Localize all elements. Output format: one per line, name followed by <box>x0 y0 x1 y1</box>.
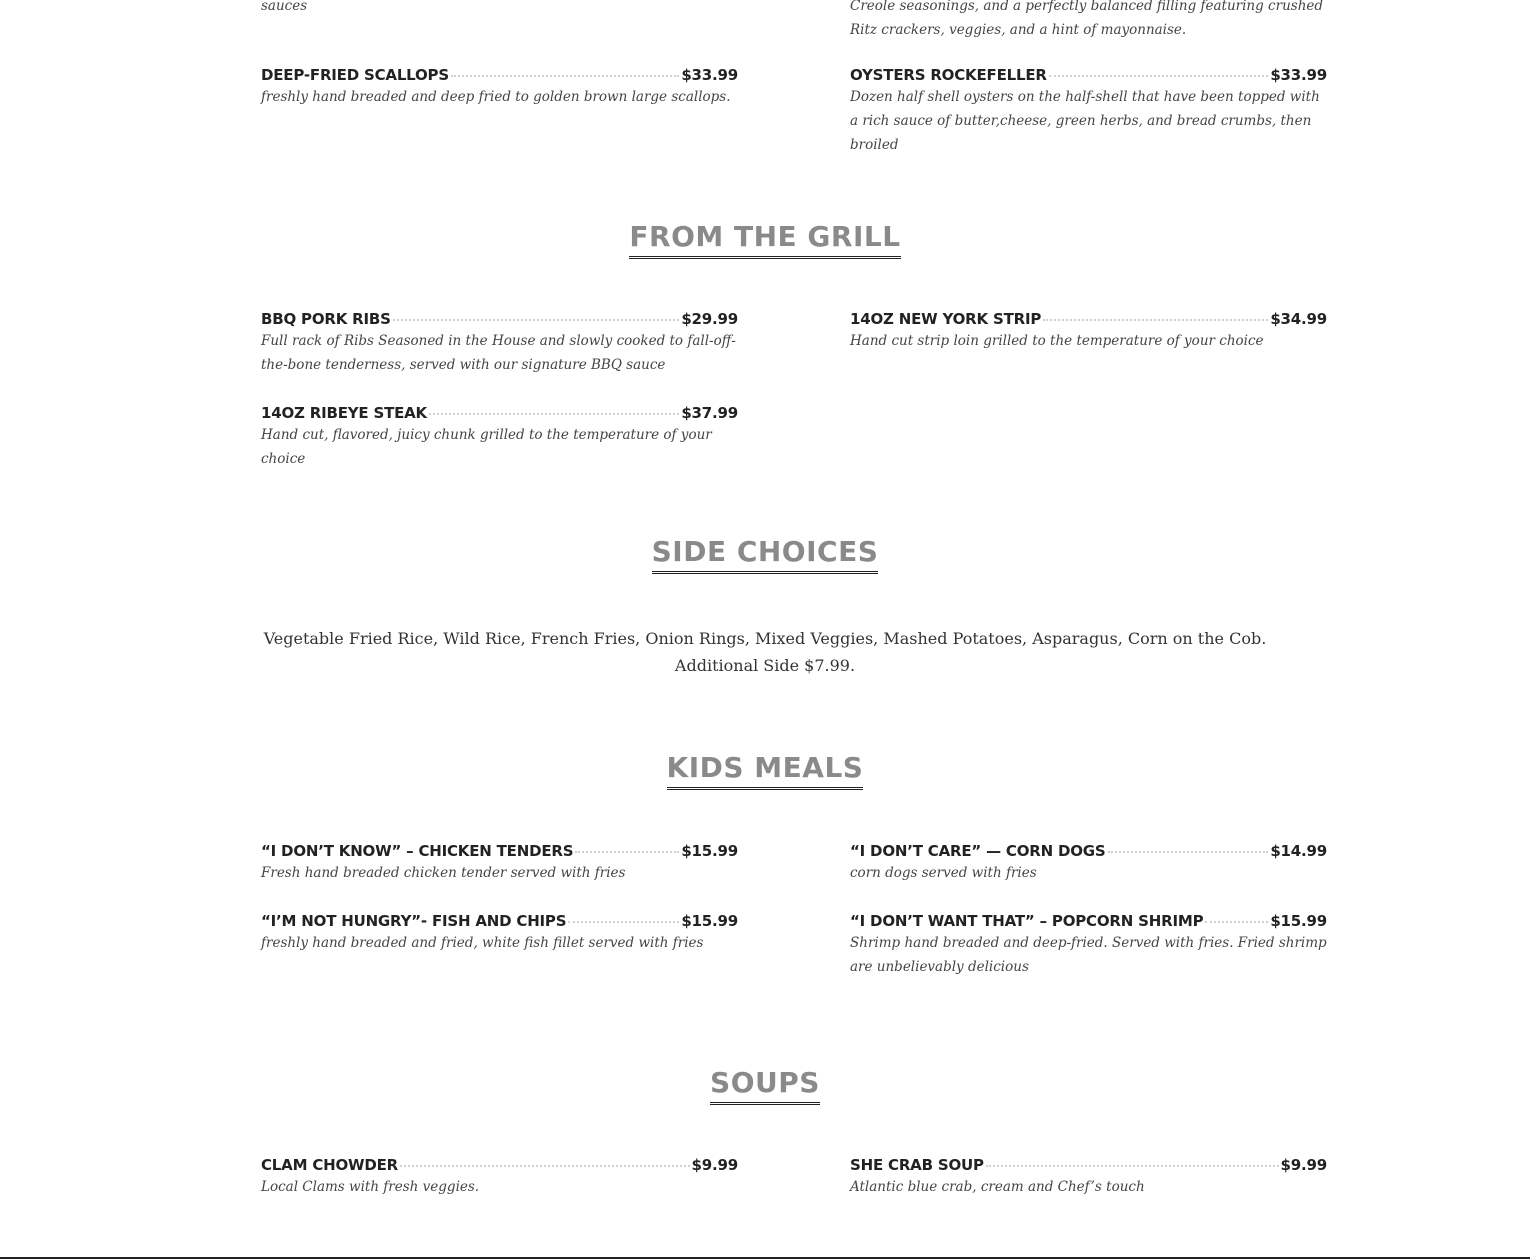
menu-item-name: BBQ PORK RIBS <box>261 310 391 328</box>
dot-leader <box>1108 851 1269 853</box>
menu-item-price: $33.99 <box>1270 66 1327 84</box>
menu-item <box>850 310 1327 353</box>
menu-item <box>850 842 1327 885</box>
dot-leader <box>451 75 679 77</box>
section-title: SOUPS <box>710 1066 820 1105</box>
menu-item-price: $29.99 <box>681 310 738 328</box>
menu-item-description: freshly hand breaded and fried, white fish fillet served with fries <box>261 935 704 951</box>
menu-item-description-fragment: sauces <box>261 0 308 14</box>
menu-item-name: “I DON’T WANT THAT” – POPCORN SHRIMP <box>850 912 1204 930</box>
section-title: FROM THE GRILL <box>629 220 900 259</box>
dot-leader <box>393 319 680 321</box>
menu-item-description: Atlantic blue crab, cream and Chef’s touch <box>850 1179 1145 1195</box>
menu-item-description: Full rack of Ribs Seasoned in the House and slowly cooked to fall-off-the-bone tenderness, served with our signature BBQ sauce <box>261 333 736 373</box>
menu-item-name: CLAM CHOWDER <box>261 1156 399 1174</box>
dot-leader <box>568 921 679 923</box>
section-heading-kids <box>0 751 1530 790</box>
side-choices-text <box>0 625 1530 679</box>
menu-item <box>850 912 1327 979</box>
menu-item-price: $9.99 <box>1280 1156 1327 1174</box>
menu-item-name: OYSTERS ROCKEFELLER <box>850 66 1047 84</box>
menu-item-name: SHE CRAB SOUP <box>850 1156 984 1174</box>
dot-leader <box>1205 921 1268 923</box>
menu-item-description: freshly hand breaded and deep fried to golden brown large scallops. <box>261 89 731 105</box>
dot-leader <box>429 413 679 415</box>
menu-item-name: “I’M NOT HUNGRY”- FISH AND CHIPS <box>261 912 567 930</box>
menu-item <box>261 912 738 955</box>
menu-item-name: 14OZ RIBEYE STEAK <box>261 404 427 422</box>
menu-item-description: Shrimp hand breaded and deep-fried. Served with fries. Fried shrimp are unbelievably delicious <box>850 935 1327 975</box>
menu-item <box>261 842 738 885</box>
side-choices-list: Vegetable Fried Rice, Wild Rice, French Fries, Onion Rings, Mixed Veggies, Mashed Potatoes, Asparagus, Corn on the Cob. <box>263 629 1267 648</box>
menu-item-description-fragment: Creole seasonings, and a perfectly balanced filling featuring crushed Ritz crackers, veggies, and a hint of mayonnaise. <box>850 0 1324 38</box>
menu-item <box>261 310 738 377</box>
menu-item <box>261 404 738 471</box>
menu-item-price: $14.99 <box>1270 842 1327 860</box>
menu-item <box>850 66 1327 157</box>
section-heading-soups <box>0 1066 1530 1105</box>
menu-item-description: corn dogs served with fries <box>850 865 1037 881</box>
dot-leader <box>986 1165 1279 1167</box>
menu-item <box>850 1156 1327 1199</box>
menu-item-price: $34.99 <box>1270 310 1327 328</box>
dot-leader <box>400 1165 690 1167</box>
menu-item-price: $9.99 <box>691 1156 738 1174</box>
menu-item-price: $15.99 <box>681 842 738 860</box>
dot-leader <box>1043 319 1268 321</box>
menu-item-price: $37.99 <box>681 404 738 422</box>
menu-item <box>261 1156 738 1199</box>
dot-leader <box>1049 75 1269 77</box>
additional-side-price: Additional Side $7.99. <box>674 656 856 675</box>
dot-leader <box>575 851 679 853</box>
section-title: SIDE CHOICES <box>652 535 879 574</box>
menu-item-price: $15.99 <box>1270 912 1327 930</box>
menu-item-description: Hand cut strip loin grilled to the temperature of your choice <box>850 333 1264 349</box>
menu-item-price: $15.99 <box>681 912 738 930</box>
section-heading-sides <box>0 535 1530 574</box>
menu-item-description: Hand cut, flavored, juicy chunk grilled to the temperature of your choice <box>261 427 712 467</box>
menu-item-name: “I DON’T CARE” — CORN DOGS <box>850 842 1106 860</box>
section-heading-grill <box>0 220 1530 259</box>
menu-item-description: Local Clams with fresh veggies. <box>261 1179 480 1195</box>
menu-item-description: Dozen half shell oysters on the half-shell that have been topped with a rich sauce of butter,cheese, green herbs, and bread crumbs, then broiled <box>850 89 1320 153</box>
menu-item-name: DEEP-FRIED SCALLOPS <box>261 66 449 84</box>
menu-item-price: $33.99 <box>681 66 738 84</box>
menu-item <box>261 66 738 109</box>
menu-item-description: Fresh hand breaded chicken tender served with fries <box>261 865 626 881</box>
section-title: KIDS MEALS <box>667 751 864 790</box>
menu-item-name: 14OZ NEW YORK STRIP <box>850 310 1042 328</box>
menu-item-name: “I DON’T KNOW” – CHICKEN TENDERS <box>261 842 574 860</box>
